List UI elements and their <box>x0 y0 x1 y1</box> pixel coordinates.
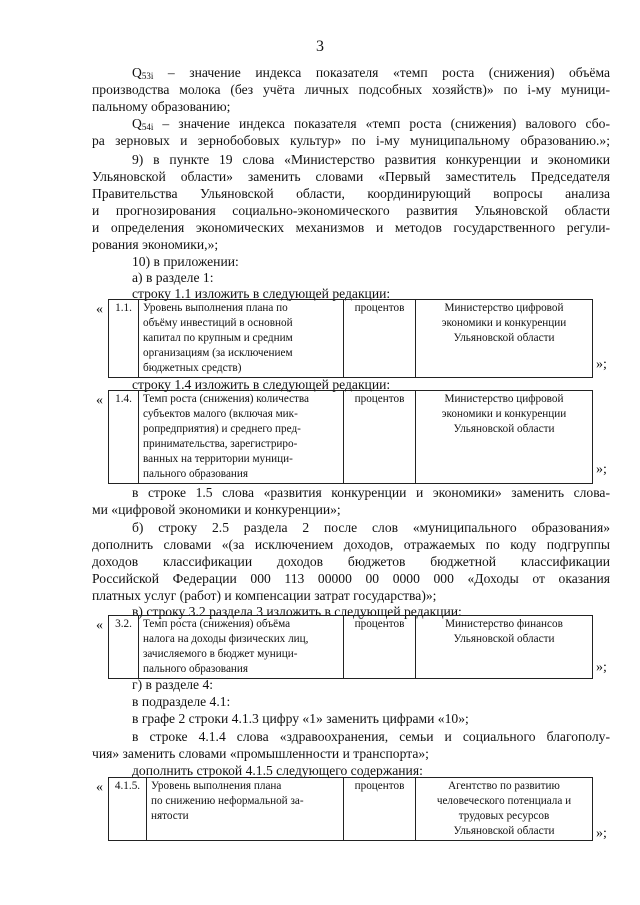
table-row-3-2 <box>108 615 593 679</box>
open-quote: « <box>96 302 103 317</box>
close-quote: »; <box>596 357 607 372</box>
text-line: строку 1.4 изложить в следующей редакции: <box>132 377 391 392</box>
text-line: а) в разделе 1: <box>132 270 214 285</box>
row-number: 1.4. <box>109 391 139 484</box>
table-row-1-1 <box>108 299 593 378</box>
text-line: производства молока (без учёта личных подсобных хозяйств)» по i-му муници- <box>92 82 610 97</box>
text-line: дополнить словами «(за исключением доходов, отражаемых по коду подгруппы <box>92 537 610 552</box>
responsible-cell: Агентство по развитию человеческого потенциала и трудовых ресурсов Ульяновской области <box>416 778 593 841</box>
row-number: 4.1.5. <box>109 778 147 841</box>
text-line: чия» заменить словами «промышленности и транспорта»; <box>92 746 429 761</box>
indicator-name: Темп роста (снижения) количества субъектов малого (включая мик- ропредприятия) и среднего пред- принимательства, зарегистриро- ванных на территории муници- пального образования <box>139 391 344 484</box>
text-line: строку 1.1 изложить в следующей редакции: <box>132 286 391 301</box>
open-quote: « <box>96 393 103 408</box>
text-line: ми «цифровой экономики и конкуренции»; <box>92 502 341 517</box>
table-row-4-1-5 <box>108 777 593 841</box>
text-line: в строке 1.5 слова «развития конкуренции и экономики» заменить слова- <box>132 485 610 500</box>
text-line: $Q_{54i}$ – значение индекса показателя «темп роста (снижения) валового сбо- <box>132 116 610 132</box>
responsible-cell: Министерство финансов Ульяновской области <box>416 616 593 679</box>
text-line: пальному образованию; <box>92 99 231 114</box>
indicator-name: Темп роста (снижения) объёма налога на доходы физических лиц, зачисляемого в бюджет муници- пального образования <box>139 616 344 679</box>
responsible-cell: Министерство цифровой экономики и конкуренции Ульяновской области <box>416 391 593 484</box>
text-line: $Q_{53i}$ – значение индекса показателя «темп роста (снижения) объёма <box>132 65 610 81</box>
text-line: Российской Федерации 000 113 00000 00 0000 000 «Доходы от оказания <box>92 571 610 586</box>
text-line: Ульяновской области» заменить словами «Первый заместитель Председателя <box>92 169 610 184</box>
text-line: и определения экономических механизмов и методов государственного регули- <box>92 220 610 235</box>
unit-cell: процентов <box>344 778 416 841</box>
text-line: 9) в пункте 19 слова «Министерство развития конкуренции и экономики <box>132 152 610 167</box>
close-quote: »; <box>596 826 607 841</box>
text-line: б) строку 2.5 раздела 2 после слов «муниципального образования» <box>132 520 610 535</box>
text-line: ра зерновых и зернобобовых культур» по i-му муниципальному образованию.»; <box>92 133 610 148</box>
text-line: в строке 4.1.4 слова «здравоохранения, семьи и социального благополу- <box>132 729 610 744</box>
row-number: 1.1. <box>109 300 139 378</box>
open-quote: « <box>96 780 103 795</box>
page-number: 3 <box>316 38 324 55</box>
text-line: в графе 2 строки 4.1.3 цифру «1» заменить цифрами «10»; <box>132 711 469 726</box>
open-quote: « <box>96 618 103 633</box>
row-number: 3.2. <box>109 616 139 679</box>
text-line: доходов классификации доходов бюджетов бюджетной классификации <box>92 554 610 569</box>
text-line: Правительства Ульяновской области, координирующий вопросы анализа <box>92 186 610 201</box>
text-line: платных услуг (работ) и компенсации затрат государства)»; <box>92 588 437 603</box>
unit-cell: процентов <box>344 616 416 679</box>
text-line: и прогнозирования социально-экономического развития Ульяновской области <box>92 203 610 218</box>
indicator-name: Уровень выполнения плана по объёму инвестиций в основной капитал по крупным и средним организациям (за исключением бюджетных средств) <box>139 300 344 378</box>
responsible-cell: Министерство цифровой экономики и конкуренции Ульяновской области <box>416 300 593 378</box>
text-line: дополнить строкой 4.1.5 следующего содержания: <box>132 763 423 778</box>
indicator-name: Уровень выполнения плана по снижению неформальной за- нятости <box>147 778 344 841</box>
table-row-1-4 <box>108 390 593 484</box>
unit-cell: процентов <box>344 391 416 484</box>
text-line: г) в разделе 4: <box>132 677 214 692</box>
unit-cell: процентов <box>344 300 416 378</box>
text-line: в подразделе 4.1: <box>132 694 231 709</box>
close-quote: »; <box>596 462 607 477</box>
text-line: в) строку 3.2 раздела 3 изложить в следующей редакции: <box>132 604 462 619</box>
close-quote: »; <box>596 660 607 675</box>
text-line: рования экономики,»; <box>92 237 219 252</box>
text-line: 10) в приложении: <box>132 254 239 269</box>
